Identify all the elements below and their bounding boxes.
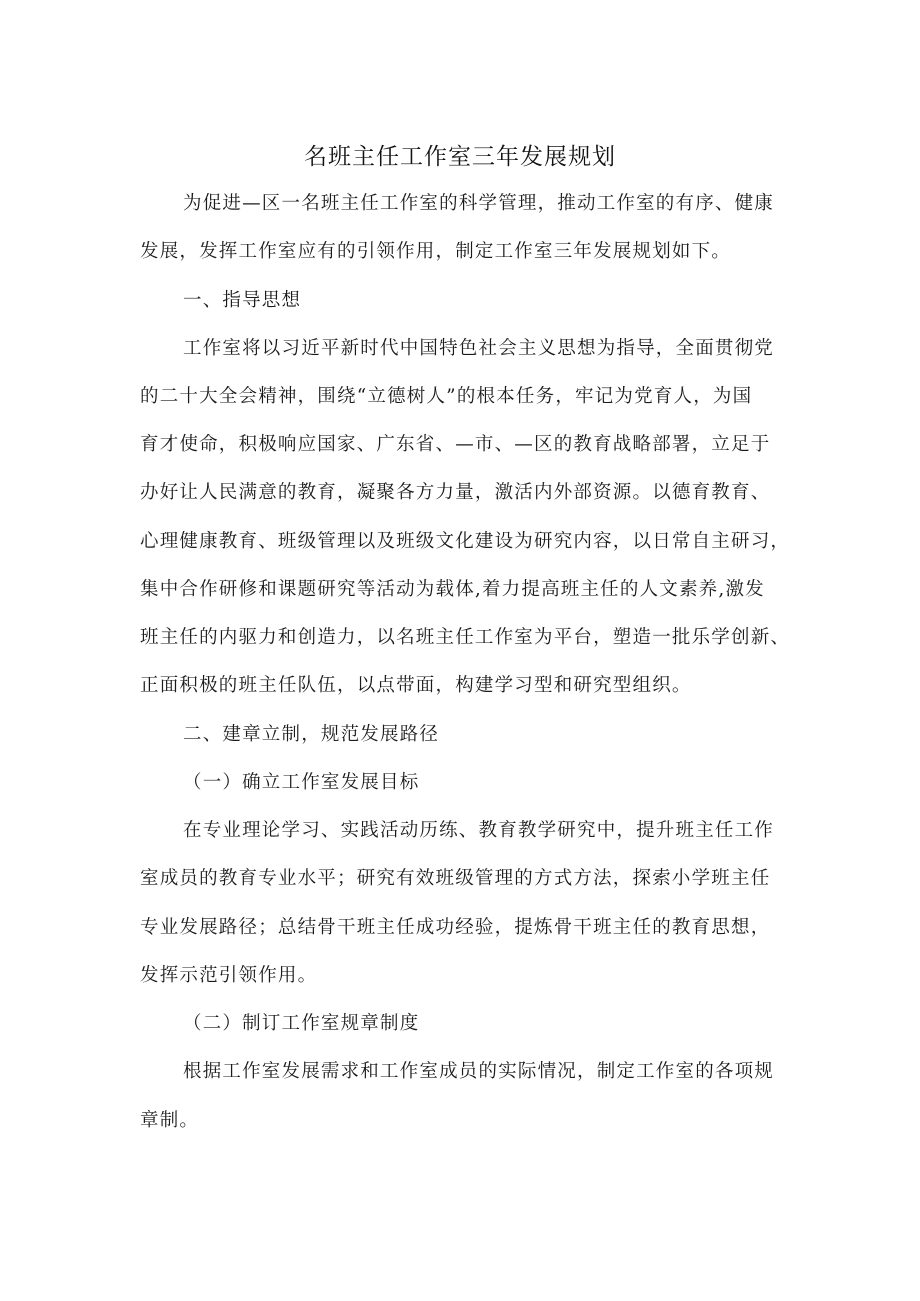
section-heading-guiding-ideology: 一、指导思想: [183, 290, 302, 311]
paragraph-line: 根据工作室发展需求和工作室成员的实际情况，制定工作室的各项规: [183, 1061, 775, 1082]
paragraph-line: 集中合作研修和课题研究等活动为载体,着力提高班主任的人文素养,激发: [140, 579, 765, 600]
paragraph-line: 正面积极的班主任队伍，以点带面，构建学习型和研究型组织。: [140, 675, 692, 696]
paragraph-line: 办好让人民满意的教育，凝聚各方力量，激活内外部资源。以德育教育、: [140, 482, 771, 503]
paragraph-line: 在专业理论学习、实践活动历练、教育教学研究中，提升班主任工作: [183, 820, 775, 841]
paragraph-line: 章制。: [140, 1110, 200, 1131]
section-heading-rules: 二、建章立制，规范发展路径: [183, 724, 440, 745]
paragraph-line: 室成员的教育专业水平；研究有效班级管理的方式方法，探索小学班主任: [140, 868, 771, 889]
intro-line-2: 发展，发挥工作室应有的引领作用，制定工作室三年发展规划如下。: [140, 241, 732, 262]
paragraph-line: 班主任的内驱力和创造力，以名班主任工作室为平台，塑造一批乐学创新、: [140, 627, 791, 648]
paragraph-line: 育才使命，积极响应国家、广东省、—市、—区的教育战略部署，立足于: [140, 434, 771, 455]
document-title: 名班主任工作室三年发展规划: [304, 144, 616, 170]
subheading-regulations: （二）制订工作室规章制度: [183, 1013, 420, 1034]
paragraph-line: 专业发展路径；总结骨干班主任成功经验，提炼骨干班主任的教育思想，: [140, 917, 771, 938]
intro-line-1: 为促进—区一名班主任工作室的科学管理，推动工作室的有序、健康: [183, 193, 775, 214]
subheading-goals: （一）确立工作室发展目标: [183, 772, 420, 793]
paragraph-line: 的二十大全会精神，围绕“立德树人”的根本任务，牢记为党育人，为国: [140, 386, 753, 407]
paragraph-line: 发挥示范引领作用。: [140, 965, 318, 986]
paragraph-line: 心理健康教育、班级管理以及班级文化建设为研究内容，以日常自主研习，: [140, 531, 791, 552]
paragraph-line: 工作室将以习近平新时代中国特色社会主义思想为指导，全面贯彻党: [183, 338, 775, 359]
